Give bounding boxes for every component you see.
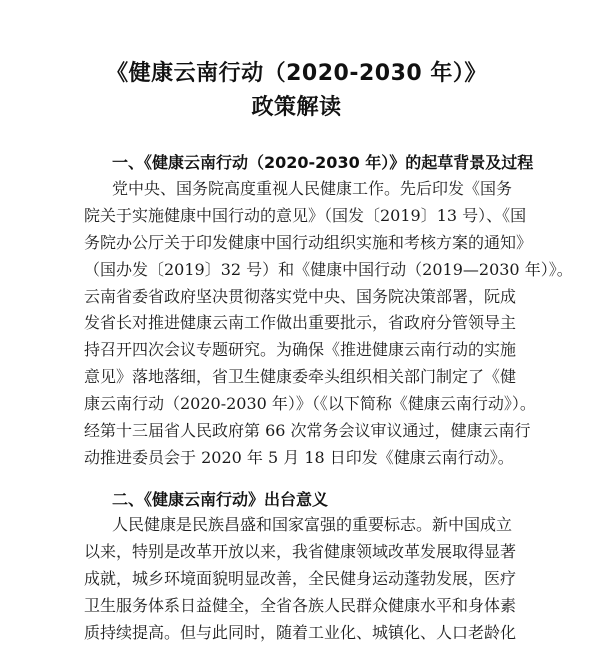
paragraph-line: 党中央、国务院高度重视人民健康工作。先后印发《国务	[112, 179, 513, 198]
paragraph-line: 康云南行动（2020-2030 年）》（《以下简称《健康云南行动》）。	[84, 394, 536, 414]
paragraph-line: （国办发〔2019〕32 号）和《健康中国行动（2019—2030 年）》。	[84, 259, 573, 279]
paragraph-line: 务院办公厅关于印发健康中国行动组织实施和考核方案的通知》	[84, 232, 533, 252]
paragraph-line: 以来，特别是改革开放以来，我省健康领域改革发展取得显著	[84, 541, 517, 561]
paragraph-line: 持召开四次会议专题研究。为确保《推进健康云南行动的实施	[84, 340, 517, 360]
paragraph-line: 云南省委省政府坚决贯彻落实党中央、国务院决策部署，阮成	[84, 286, 517, 306]
paragraph-line: 院关于实施健康中国行动的意见》（国发〔2019〕13 号）、《国	[84, 205, 527, 225]
paragraph-line: 质持续提高。但与此同时，随着工业化、城镇化、人口老龄化	[84, 622, 517, 642]
paragraph-line: 人民健康是民族昌盛和国家富强的重要标志。新中国成立	[112, 515, 513, 534]
paragraph-line: 成就，城乡环境面貌明显改善，全民健身运动蓬勃发展，医疗	[84, 568, 517, 588]
paragraph-line: 发省长对推进健康云南工作做出重要批示，省政府分管领导主	[84, 313, 517, 333]
section-heading-significance: 二、《健康云南行动》出台意义	[112, 490, 329, 509]
section-body-background	[84, 176, 573, 472]
paragraph-line: 经第十三届省人民政府第 66 次常务会议审议通过，健康云南行	[84, 421, 531, 441]
paragraph-line: 意见》落地落细，省卫生健康委牵头组织相关部门制定了《健	[84, 367, 517, 387]
section-heading-background: 一、《健康云南行动（2020-2030 年）》的起草背景及过程	[112, 153, 534, 172]
paragraph-line: 卫生服务体系日益健全，全省各族人民群众健康水平和身体素	[84, 595, 517, 615]
document-subtitle: 政策解读	[251, 95, 342, 120]
paragraph-line: 动推进委员会于 2020 年 5 月 18 日印发《健康云南行动》。	[84, 447, 514, 467]
section-body-significance	[84, 512, 524, 646]
document-title: 《健康云南行动（2020-2030 年）》	[106, 61, 487, 86]
